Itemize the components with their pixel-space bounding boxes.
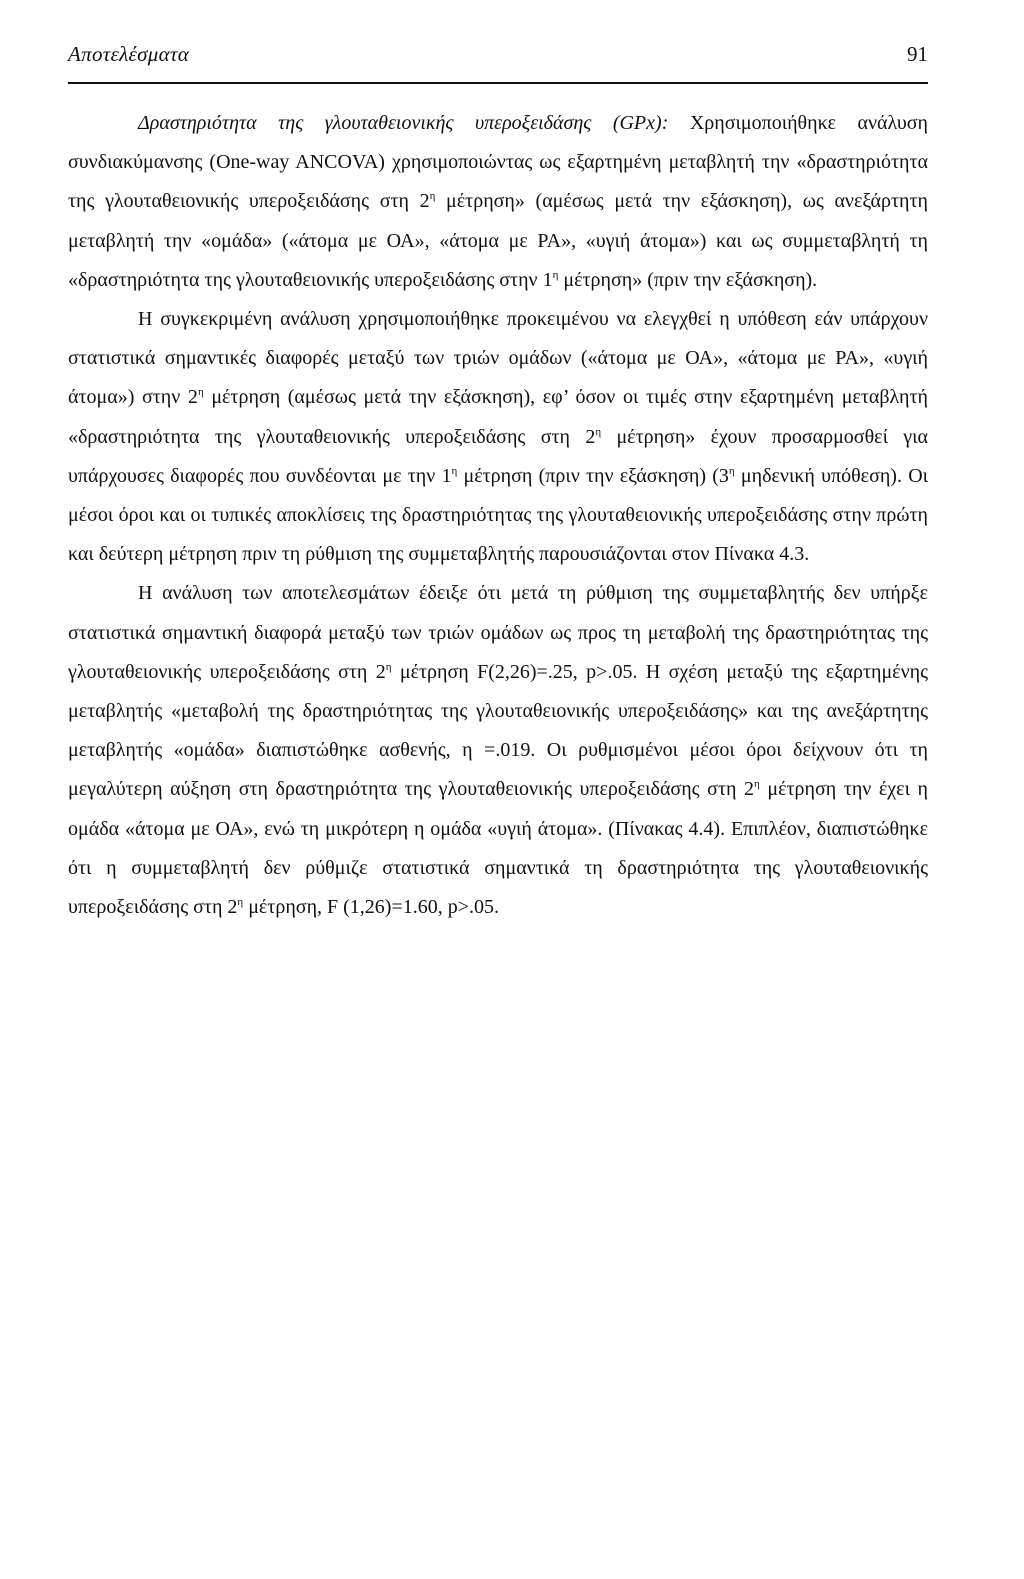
page-number: 91 bbox=[907, 42, 928, 66]
text-run: Η ανάλυση των αποτελεσμάτων έδειξε ότι μετά τη ρύθμιση της συμμεταβλητής δεν υπήρξε στατιστικά σημαντική διαφορά μεταξύ των τριών ομάδων ως προς τη μεταβολή της δραστηριότητας της γλουταθειονικής υπεροξειδάσης στη 2 bbox=[68, 582, 928, 683]
text-run: Χρησιμοποιήθηκε ανάλυση συνδιακύμανσης (One-way ANCOVA) χρησιμοποιώντας ως εξαρτημένη μεταβλητή την «δραστηριότητα της γλουταθειονικής υπεροξειδάσης στη 2 bbox=[68, 112, 928, 213]
ordinal-superscript: η bbox=[595, 425, 602, 438]
section-title: Αποτελέσματα bbox=[68, 42, 190, 66]
ordinal-superscript: η bbox=[237, 896, 244, 909]
paragraph-hypothesis bbox=[68, 300, 928, 574]
text-run: Η συγκεκριμένη ανάλυση χρησιμοποιήθηκε προκειμένου να ελεγχθεί η υπόθεση εάν υπάρχουν στατιστικά σημαντικές διαφορές μεταξύ των τριών ομάδων («άτομα με ΟΑ», «άτομα με ΡΑ», «υγιή άτομα») στην 2 bbox=[68, 308, 928, 409]
ordinal-superscript: η bbox=[429, 190, 436, 203]
text-run: μέτρηση F(2,26)=.25, p>.05. Η σχέση μεταξύ της εξαρτημένης μεταβλητής «μεταβολή της δραστηριότητας της γλουταθειονικής υπεροξειδάσης» και της ανεξάρτητης μεταβλητής «ομάδα» διαπιστώθηκε ασθενής, η =.019. Οι ρυθμισμένοι μέσοι όροι δείχνουν ότι τη μεγαλύτερη αύξηση στη δραστηριότητα της γλουταθειονικής υπεροξειδάσης στη 2 bbox=[68, 660, 928, 801]
paragraph-lead-heading: Δραστηριότητα της γλουταθειονικής υπεροξειδάσης (GPx): bbox=[138, 112, 669, 134]
text-run: μέτρηση» έχουν προσαρμοσθεί για υπάρχουσες διαφορές που συνδέονται με την 1 bbox=[68, 425, 929, 487]
ordinal-superscript: η bbox=[451, 464, 458, 477]
header-divider bbox=[68, 82, 928, 84]
paragraph-gpx-method bbox=[68, 104, 928, 300]
paragraph-results bbox=[68, 574, 928, 927]
ordinal-superscript: η bbox=[728, 464, 735, 477]
body-text bbox=[68, 104, 928, 927]
text-run: μέτρηση την έχει η ομάδα «άτομα με ΟΑ», ενώ τη μικρότερη η ομάδα «υγιή άτομα». (Πίνακας 4.4). Επιπλέον, διαπιστώθηκε ότι η συμμεταβλητή δεν ρύθμιζε στατιστικά σημαντικά τη δραστηριότητα της γλουταθειονικής υπεροξειδάσης στη 2 bbox=[68, 778, 929, 919]
ordinal-superscript: η bbox=[552, 268, 559, 281]
ordinal-superscript: η bbox=[754, 778, 760, 791]
text-run: μέτρηση» (αμέσως μετά την εξάσκηση), ως ανεξάρτητη μεταβλητή την «ομάδα» («άτομα με ΟΑ», «άτομα με ΡΑ», «υγιή άτομα») και ως συμμεταβλητή τη «δραστηριότητα της γλουταθειονικής υπεροξειδάσης στην 1 bbox=[68, 190, 928, 291]
text-run: μέτρηση (πριν την εξάσκηση) (3 bbox=[457, 464, 729, 487]
text-run: μέτρηση (αμέσως μετά την εξάσκηση), εφ’ όσον οι τιμές στην εξαρτημένη μεταβλητή «δραστηριότητα της γλουταθειονικής υπεροξειδάσης στη 2 bbox=[68, 386, 929, 448]
ordinal-superscript: η bbox=[197, 386, 204, 399]
text-run: μηδενική υπόθεση). Οι μέσοι όροι και οι τυπικές αποκλίσεις της δραστηριότητας της γλουταθειονικής υπεροξειδάσης στην πρώτη και δεύτερη μέτρηση πριν τη ρύθμιση της συμμεταβλητής παρουσιάζονται στον Πίνακα 4.3. bbox=[68, 464, 929, 566]
page-header bbox=[68, 40, 928, 80]
ordinal-superscript: η bbox=[385, 660, 392, 673]
text-run: μέτρηση» (πριν την εξάσκηση). bbox=[558, 268, 818, 291]
text-run: μέτρηση, F (1,26)=1.60, p>.05. bbox=[243, 896, 500, 919]
